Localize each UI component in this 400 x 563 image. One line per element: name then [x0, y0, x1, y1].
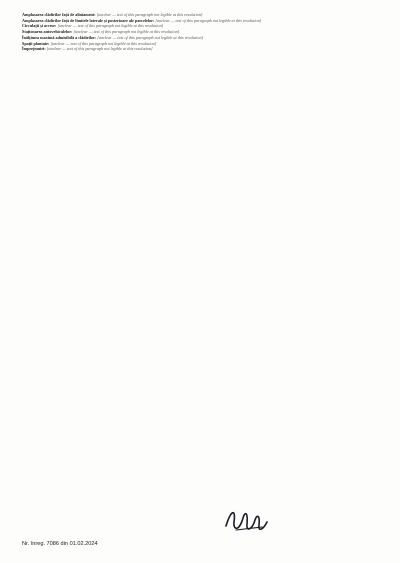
heading-imprejmuiri: Împrejmuiri: — [22, 46, 46, 52]
heading-spatii-plantate: Spații plantate: — [22, 40, 50, 46]
heading-circulatii: Circulații și accese: — [22, 23, 57, 29]
heading-aliniament: Amplasarea clădirilor față de aliniament: — [22, 12, 96, 17]
heading-stationare: Staționarea autovehiculelor: — [22, 29, 73, 35]
heading-limite: Amplasarea clădirilor față de limitele laterale și posterioare ale parcelelor: — [22, 17, 155, 23]
text-stationare: [unclear — text of this paragraph not legible at this resolution] — [73, 29, 180, 35]
text-imprejmuiri: [unclear — text of this paragraph not legible at this resolution] — [46, 46, 153, 52]
text-spatii-plantate: [unclear — text of this paragraph not legible at this resolution] — [50, 40, 157, 46]
handwritten-signature — [222, 500, 270, 540]
heading-inaltime: Înălțimea maximă admisibilă a clădirilor: — [22, 34, 97, 40]
registration-number: Nr. înreg. 7086 din 01.02.2024 — [22, 541, 98, 547]
document-body — [22, 12, 380, 52]
paragraph-imprejmuiri — [22, 46, 380, 52]
text-limite: [unclear — text of this paragraph not legible at this resolution] — [155, 17, 262, 23]
text-inaltime: [unclear — text of this paragraph not legible at this resolution] — [97, 34, 204, 40]
text-aliniament: [unclear — text of this paragraph not legible at this resolution] — [96, 12, 203, 17]
text-circulatii: [unclear — text of this paragraph not legible at this resolution] — [57, 23, 164, 29]
